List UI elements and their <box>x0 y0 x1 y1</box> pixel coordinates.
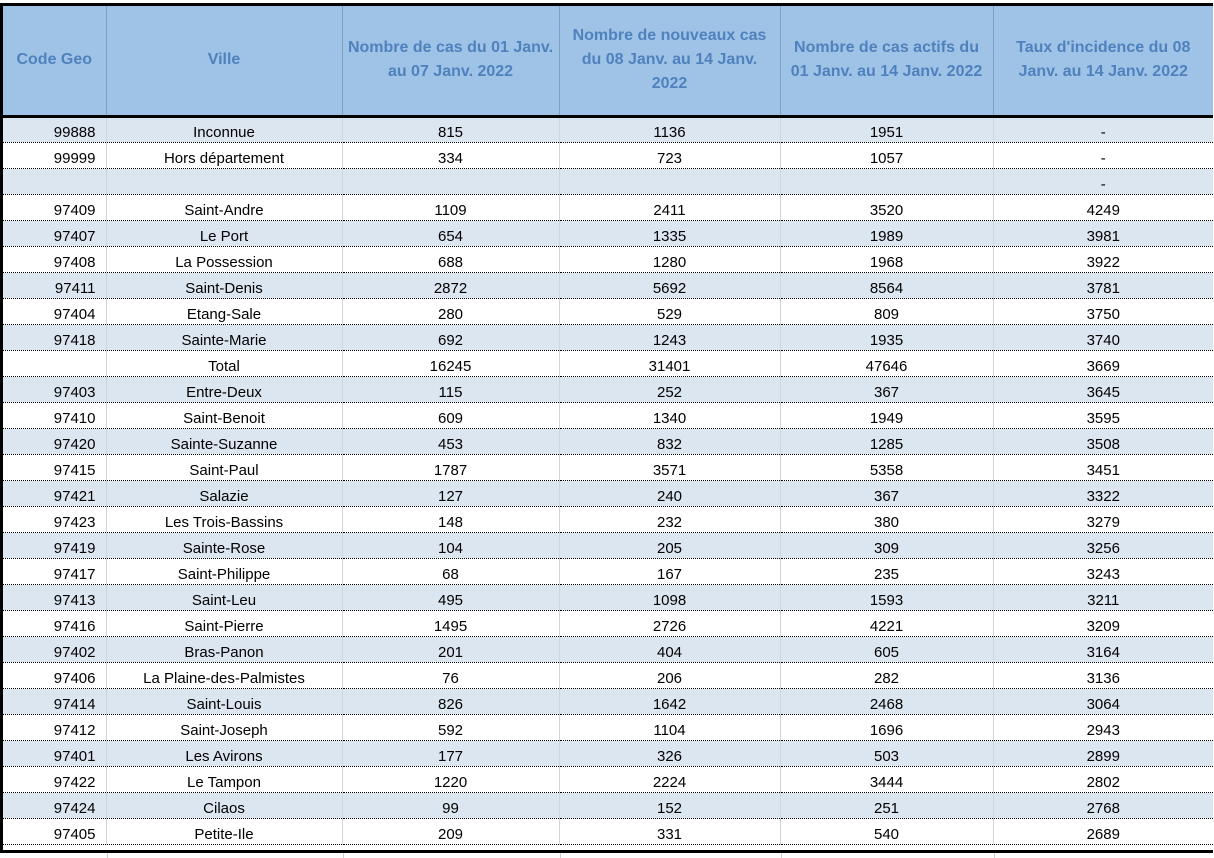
table-row <box>3 194 1213 220</box>
sheet-gridline-stubs <box>0 853 1214 858</box>
cell-new-cases-week2[interactable]: 167 <box>559 558 780 584</box>
cell-active-cases[interactable]: 1696 <box>780 714 993 740</box>
cell-code-geo[interactable]: 97407 <box>3 220 106 246</box>
cell-cases-week1[interactable]: 115 <box>342 376 559 402</box>
cell-cases-week1[interactable]: 127 <box>342 480 559 506</box>
cell-ville[interactable]: Saint-Louis <box>106 688 342 714</box>
table-row <box>3 662 1213 688</box>
cell-ville[interactable]: La Plaine-des-Palmistes <box>106 662 342 688</box>
table-row <box>3 142 1213 168</box>
cell-cases-week1[interactable]: 609 <box>342 402 559 428</box>
cell-code-geo[interactable]: 97416 <box>3 610 106 636</box>
cell-incidence-rate[interactable]: 4249 <box>993 194 1213 220</box>
cell-cases-week1[interactable]: 177 <box>342 740 559 766</box>
header-new-cases-week2[interactable]: Nombre de nouveaux cas du 08 Janv. au 14 Janv. 2022 <box>559 6 780 116</box>
cell-code-geo[interactable]: 97404 <box>3 298 106 324</box>
cell-code-geo[interactable]: 97423 <box>3 506 106 532</box>
table-row <box>3 688 1213 714</box>
cell-ville[interactable]: Entre-Deux <box>106 376 342 402</box>
table-row <box>3 428 1213 454</box>
cell-active-cases[interactable]: 1057 <box>780 142 993 168</box>
cell-ville[interactable]: Salazie <box>106 480 342 506</box>
cell-ville[interactable]: Bras-Panon <box>106 636 342 662</box>
cell-incidence-rate[interactable]: 2943 <box>993 714 1213 740</box>
cell-active-cases[interactable] <box>780 168 993 194</box>
gridline-stub <box>343 853 344 858</box>
cell-incidence-rate[interactable]: 3508 <box>993 428 1213 454</box>
cell-code-geo[interactable]: 97415 <box>3 454 106 480</box>
table-row <box>3 480 1213 506</box>
cell-incidence-rate[interactable]: 3750 <box>993 298 1213 324</box>
table-row <box>3 324 1213 350</box>
cell-new-cases-week2[interactable]: 232 <box>559 506 780 532</box>
table-row <box>3 584 1213 610</box>
cell-incidence-rate[interactable]: 3164 <box>993 636 1213 662</box>
cell-cases-week1[interactable]: 453 <box>342 428 559 454</box>
cell-ville[interactable]: Saint-Benoit <box>106 402 342 428</box>
cell-active-cases[interactable]: 1951 <box>780 116 993 142</box>
cell-cases-week1[interactable]: 1495 <box>342 610 559 636</box>
cell-active-cases[interactable]: 367 <box>780 480 993 506</box>
gridline-stub <box>107 853 108 858</box>
cell-active-cases[interactable]: 251 <box>780 792 993 818</box>
table-row <box>3 506 1213 532</box>
cell-code-geo[interactable]: 97418 <box>3 324 106 350</box>
cell-code-geo[interactable]: 97414 <box>3 688 106 714</box>
cell-active-cases[interactable]: 367 <box>780 376 993 402</box>
cell-cases-week1[interactable]: 815 <box>342 116 559 142</box>
cell-active-cases[interactable]: 540 <box>780 818 993 844</box>
cell-code-geo[interactable]: 97420 <box>3 428 106 454</box>
cell-cases-week1[interactable]: 104 <box>342 532 559 558</box>
cell-new-cases-week2[interactable]: 1136 <box>559 116 780 142</box>
table-row <box>3 558 1213 584</box>
table-row <box>3 714 1213 740</box>
cell-new-cases-week2[interactable]: 5692 <box>559 272 780 298</box>
cell-cases-week1[interactable]: 1109 <box>342 194 559 220</box>
cell-cases-week1[interactable]: 68 <box>342 558 559 584</box>
cell-cases-week1[interactable]: 1787 <box>342 454 559 480</box>
table-row <box>3 168 1213 194</box>
cell-active-cases[interactable]: 309 <box>780 532 993 558</box>
cell-cases-week1[interactable]: 76 <box>342 662 559 688</box>
cell-cases-week1[interactable]: 16245 <box>342 350 559 376</box>
cell-cases-week1[interactable]: 148 <box>342 506 559 532</box>
cell-active-cases[interactable]: 1968 <box>780 246 993 272</box>
cell-active-cases[interactable]: 380 <box>780 506 993 532</box>
table-row <box>3 610 1213 636</box>
cell-ville[interactable]: Total <box>106 350 342 376</box>
cell-new-cases-week2[interactable]: 326 <box>559 740 780 766</box>
cell-code-geo[interactable]: 99999 <box>3 142 106 168</box>
cell-ville[interactable]: La Possession <box>106 246 342 272</box>
cell-ville[interactable]: Saint-Denis <box>106 272 342 298</box>
cell-incidence-rate[interactable]: 3669 <box>993 350 1213 376</box>
cell-ville[interactable]: Les Trois-Bassins <box>106 506 342 532</box>
table-row <box>3 740 1213 766</box>
cell-new-cases-week2[interactable]: 331 <box>559 818 780 844</box>
cell-new-cases-week2[interactable]: 529 <box>559 298 780 324</box>
cell-code-geo[interactable]: 97424 <box>3 792 106 818</box>
cell-incidence-rate[interactable]: 3740 <box>993 324 1213 350</box>
cell-ville[interactable]: Saint-Paul <box>106 454 342 480</box>
cell-code-geo[interactable]: 97406 <box>3 662 106 688</box>
cell-code-geo[interactable]: 97422 <box>3 766 106 792</box>
cell-code-geo[interactable]: 97412 <box>3 714 106 740</box>
table-row <box>3 298 1213 324</box>
cell-code-geo[interactable]: 99888 <box>3 116 106 142</box>
cell-ville[interactable]: Le Port <box>106 220 342 246</box>
cell-active-cases[interactable]: 1593 <box>780 584 993 610</box>
header-incidence-rate[interactable]: Taux d'incidence du 08 Janv. au 14 Janv. 2022 <box>993 6 1213 116</box>
cell-incidence-rate[interactable]: 3209 <box>993 610 1213 636</box>
cell-new-cases-week2[interactable]: 205 <box>559 532 780 558</box>
table-row <box>3 792 1213 818</box>
table-row <box>3 636 1213 662</box>
table-body <box>3 116 1213 844</box>
cell-new-cases-week2[interactable]: 1243 <box>559 324 780 350</box>
cell-code-geo[interactable]: 97409 <box>3 194 106 220</box>
cell-new-cases-week2[interactable]: 723 <box>559 142 780 168</box>
cell-new-cases-week2[interactable]: 3571 <box>559 454 780 480</box>
cell-cases-week1[interactable] <box>342 168 559 194</box>
cell-ville[interactable]: Les Avirons <box>106 740 342 766</box>
cell-new-cases-week2[interactable]: 1098 <box>559 584 780 610</box>
header-ville[interactable]: Ville <box>106 6 342 116</box>
cell-cases-week1[interactable]: 99 <box>342 792 559 818</box>
table-row <box>3 402 1213 428</box>
cell-new-cases-week2[interactable]: 1340 <box>559 402 780 428</box>
cell-new-cases-week2[interactable]: 31401 <box>559 350 780 376</box>
cell-new-cases-week2[interactable]: 152 <box>559 792 780 818</box>
gridline-stub <box>781 853 782 858</box>
cell-active-cases[interactable]: 3520 <box>780 194 993 220</box>
cell-incidence-rate[interactable]: 3136 <box>993 662 1213 688</box>
table-header <box>3 6 1213 116</box>
cell-incidence-rate[interactable]: 2689 <box>993 818 1213 844</box>
cell-active-cases[interactable]: 809 <box>780 298 993 324</box>
cell-ville[interactable]: Saint-Andre <box>106 194 342 220</box>
cell-new-cases-week2[interactable]: 240 <box>559 480 780 506</box>
cell-new-cases-week2[interactable]: 1642 <box>559 688 780 714</box>
cell-code-geo[interactable] <box>3 168 106 194</box>
cell-new-cases-week2[interactable] <box>559 168 780 194</box>
cell-new-cases-week2[interactable]: 2726 <box>559 610 780 636</box>
cell-incidence-rate[interactable]: 3595 <box>993 402 1213 428</box>
cell-code-geo[interactable]: 97411 <box>3 272 106 298</box>
cell-incidence-rate[interactable]: 3981 <box>993 220 1213 246</box>
cell-ville[interactable]: Cilaos <box>106 792 342 818</box>
header-row <box>3 6 1213 116</box>
covid-cases-table <box>3 6 1213 845</box>
cell-active-cases[interactable]: 3444 <box>780 766 993 792</box>
cell-active-cases[interactable]: 503 <box>780 740 993 766</box>
cell-incidence-rate[interactable]: 3645 <box>993 376 1213 402</box>
cell-ville[interactable]: Sainte-Rose <box>106 532 342 558</box>
cell-active-cases[interactable]: 605 <box>780 636 993 662</box>
cell-active-cases[interactable]: 1949 <box>780 402 993 428</box>
cell-code-geo[interactable]: 97410 <box>3 402 106 428</box>
table-row <box>3 818 1213 844</box>
table-row <box>3 272 1213 298</box>
cell-cases-week1[interactable]: 334 <box>342 142 559 168</box>
gridline-stub <box>560 853 561 858</box>
cell-ville[interactable]: Saint-Philippe <box>106 558 342 584</box>
cell-incidence-rate[interactable]: 3256 <box>993 532 1213 558</box>
cell-ville[interactable]: Petite-Ile <box>106 818 342 844</box>
cell-new-cases-week2[interactable]: 1104 <box>559 714 780 740</box>
cell-new-cases-week2[interactable]: 1280 <box>559 246 780 272</box>
table-row <box>3 454 1213 480</box>
cell-incidence-rate[interactable]: 3211 <box>993 584 1213 610</box>
cell-ville[interactable]: Etang-Sale <box>106 298 342 324</box>
cell-active-cases[interactable]: 1989 <box>780 220 993 246</box>
cell-new-cases-week2[interactable]: 2224 <box>559 766 780 792</box>
cell-code-geo[interactable]: 97405 <box>3 818 106 844</box>
cell-code-geo[interactable]: 97419 <box>3 532 106 558</box>
cell-cases-week1[interactable]: 592 <box>342 714 559 740</box>
cell-incidence-rate[interactable]: 2802 <box>993 766 1213 792</box>
table-row <box>3 220 1213 246</box>
cell-incidence-rate[interactable]: 3243 <box>993 558 1213 584</box>
cell-ville[interactable]: Saint-Joseph <box>106 714 342 740</box>
cell-incidence-rate[interactable]: 2768 <box>993 792 1213 818</box>
cell-active-cases[interactable]: 8564 <box>780 272 993 298</box>
cell-incidence-rate[interactable]: 3451 <box>993 454 1213 480</box>
cell-active-cases[interactable]: 1935 <box>780 324 993 350</box>
header-active-cases[interactable]: Nombre de cas actifs du 01 Janv. au 14 Janv. 2022 <box>780 6 993 116</box>
cell-incidence-rate[interactable]: 3279 <box>993 506 1213 532</box>
cell-cases-week1[interactable]: 495 <box>342 584 559 610</box>
cell-active-cases[interactable]: 1285 <box>780 428 993 454</box>
cell-ville[interactable]: Le Tampon <box>106 766 342 792</box>
table-row <box>3 116 1213 142</box>
cell-cases-week1[interactable]: 1220 <box>342 766 559 792</box>
cell-code-geo[interactable] <box>3 350 106 376</box>
cell-code-geo[interactable]: 97403 <box>3 376 106 402</box>
table-row <box>3 246 1213 272</box>
table-row <box>3 766 1213 792</box>
cell-cases-week1[interactable]: 209 <box>342 818 559 844</box>
cell-code-geo[interactable]: 97408 <box>3 246 106 272</box>
cell-ville[interactable]: Sainte-Marie <box>106 324 342 350</box>
cell-cases-week1[interactable]: 692 <box>342 324 559 350</box>
table-row <box>3 350 1213 376</box>
cell-active-cases[interactable]: 282 <box>780 662 993 688</box>
table-row <box>3 376 1213 402</box>
cell-cases-week1[interactable]: 654 <box>342 220 559 246</box>
cell-code-geo[interactable]: 97402 <box>3 636 106 662</box>
header-code-geo[interactable]: Code Geo <box>3 6 106 116</box>
cell-ville[interactable]: Saint-Leu <box>106 584 342 610</box>
cell-new-cases-week2[interactable]: 2411 <box>559 194 780 220</box>
header-cases-week1[interactable]: Nombre de cas du 01 Janv. au 07 Janv. 2022 <box>342 6 559 116</box>
gridline-stub <box>994 853 995 858</box>
cell-new-cases-week2[interactable]: 404 <box>559 636 780 662</box>
cell-new-cases-week2[interactable]: 252 <box>559 376 780 402</box>
cell-cases-week1[interactable]: 826 <box>342 688 559 714</box>
cell-new-cases-week2[interactable]: 1335 <box>559 220 780 246</box>
cell-code-geo[interactable]: 97417 <box>3 558 106 584</box>
cell-new-cases-week2[interactable]: 832 <box>559 428 780 454</box>
cell-active-cases[interactable]: 47646 <box>780 350 993 376</box>
cell-new-cases-week2[interactable]: 206 <box>559 662 780 688</box>
cell-active-cases[interactable]: 5358 <box>780 454 993 480</box>
cell-active-cases[interactable]: 235 <box>780 558 993 584</box>
cell-incidence-rate[interactable]: 3922 <box>993 246 1213 272</box>
cell-cases-week1[interactable]: 201 <box>342 636 559 662</box>
cell-incidence-rate[interactable]: - <box>993 168 1213 194</box>
cell-ville[interactable] <box>106 168 342 194</box>
cell-ville[interactable]: Inconnue <box>106 116 342 142</box>
cell-code-geo[interactable]: 97413 <box>3 584 106 610</box>
cell-incidence-rate[interactable]: 3781 <box>993 272 1213 298</box>
cell-code-geo[interactable]: 97401 <box>3 740 106 766</box>
cell-incidence-rate[interactable]: - <box>993 142 1213 168</box>
cell-code-geo[interactable]: 97421 <box>3 480 106 506</box>
cell-ville[interactable]: Hors département <box>106 142 342 168</box>
cell-cases-week1[interactable]: 688 <box>342 246 559 272</box>
cell-cases-week1[interactable]: 280 <box>342 298 559 324</box>
cell-active-cases[interactable]: 4221 <box>780 610 993 636</box>
cell-cases-week1[interactable]: 2872 <box>342 272 559 298</box>
table-row <box>3 532 1213 558</box>
cell-incidence-rate[interactable]: 2899 <box>993 740 1213 766</box>
cell-ville[interactable]: Sainte-Suzanne <box>106 428 342 454</box>
cell-incidence-rate[interactable]: 3064 <box>993 688 1213 714</box>
cell-active-cases[interactable]: 2468 <box>780 688 993 714</box>
cell-ville[interactable]: Saint-Pierre <box>106 610 342 636</box>
cell-incidence-rate[interactable]: 3322 <box>993 480 1213 506</box>
cell-incidence-rate[interactable]: - <box>993 116 1213 142</box>
